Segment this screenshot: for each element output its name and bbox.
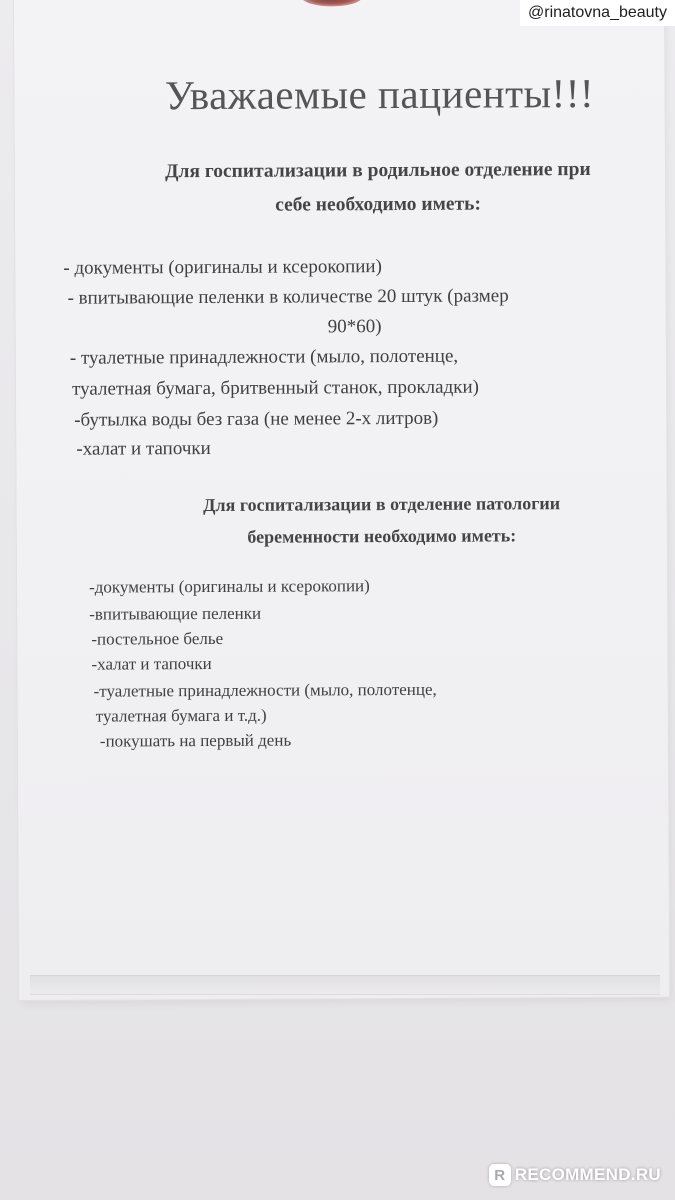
section2-heading-line1: Для госпитализации в отделение патологии (203, 493, 561, 516)
pin (302, 0, 362, 6)
list-item: -покушать на первый день (99, 730, 292, 751)
section1-heading (83, 153, 673, 224)
section2-heading (127, 487, 637, 554)
section2-heading-line2: беременности необходимо иметь: (247, 525, 517, 547)
sheet-bottom-edge (30, 975, 660, 995)
notice-sheet (14, 0, 669, 1000)
list-item: - документы (оригиналы и ксерокопии) (63, 256, 382, 279)
recommend-text: RECOMMEND.RU (514, 1165, 661, 1184)
list-item: -впитывающие пеленки (89, 603, 262, 624)
list-item: туалетная бумага и т.д.) (95, 705, 267, 726)
recommend-logo-letter: R (494, 1166, 506, 1184)
page-title: Уважаемые пациенты!!! (164, 69, 595, 119)
author-watermark: @rinatovna_beauty (520, 0, 675, 26)
list-item: -бутылка воды без газа (не менее 2-х литров) (74, 407, 439, 431)
section1-heading-line1: Для госпитализации в родильное отделение при (165, 158, 591, 183)
list-item: -туалетные принадлежности (мыло, полотенце, (93, 679, 437, 701)
list-item: -халат и тапочки (91, 653, 212, 674)
section1-heading-line2: себе необходимо иметь: (275, 193, 481, 216)
recommend-watermark (489, 1164, 661, 1186)
list-item: -халат и тапочки (76, 437, 211, 460)
list-item: - впитывающие пеленки в количестве 20 штук (размер (67, 285, 509, 309)
list-item: - туалетные принадлежности (мыло, полотенце, (69, 345, 459, 369)
list-item: -постельное белье (91, 628, 224, 649)
list-item: туалетная бумага, бритвенный станок, прокладки) (71, 376, 480, 400)
list-item: -документы (оригиналы и ксерокопии) (89, 576, 370, 597)
list-item: 90*60) (327, 316, 382, 338)
recommend-logo-icon (489, 1164, 511, 1186)
